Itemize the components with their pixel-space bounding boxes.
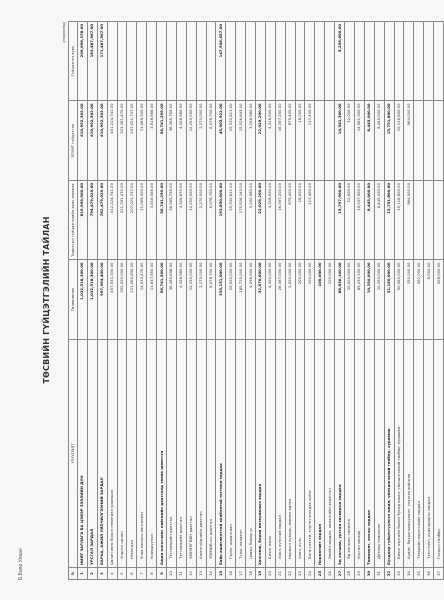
plan-value: 1,032,518,300.00: [78, 260, 88, 340]
row-number: 36: [424, 568, 434, 580]
table-row: [236, 22, 246, 580]
table-row: [335, 22, 345, 580]
column-header: №: [69, 568, 78, 580]
actual-value: 4,326,980.00: [176, 101, 186, 181]
percent-value: [394, 22, 404, 102]
table-row: [364, 22, 374, 580]
budget-table: [68, 21, 444, 580]
plan-value: 85,030,100.00: [354, 260, 364, 340]
row-label: Нормын хувцас, зөөлөн эдлэл: [285, 340, 295, 568]
row-label: Хоол, хүнс: [295, 340, 305, 568]
adjusted-value: 964,000.00: [404, 181, 414, 261]
plan-value: 14,032,470.00: [137, 260, 147, 340]
percent-value: [157, 22, 167, 102]
adjusted-value: 56,741,299.00: [157, 181, 167, 261]
plan-value: 508,000.00: [434, 260, 444, 340]
adjusted-value: 782,479,029.00: [97, 181, 107, 261]
actual-value: 25,330,811.00: [226, 101, 236, 181]
table-row: [97, 22, 107, 580]
row-label: Үндсэн цалин: [117, 340, 127, 568]
row-number: 13: [196, 568, 206, 580]
row-label: Ажилгүйдлийн даатгал: [196, 340, 206, 568]
row-number: 3: [97, 568, 107, 580]
row-label: Тэтгэвэрийн даатгал: [167, 340, 177, 568]
table-row: [345, 22, 355, 580]
actual-value: 207,021,737.00: [127, 101, 137, 181]
row-number: 21: [275, 568, 285, 580]
table-row: [404, 22, 414, 580]
adjusted-value: 321,391,470.00: [117, 181, 127, 261]
table-row: [354, 22, 364, 580]
adjusted-value: 19,037,900.00: [354, 181, 364, 261]
row-label: Тэтгэмжийн даатгал: [176, 340, 186, 568]
row-label: Тээврийн хэрэгслийн зардал: [414, 340, 424, 568]
row-label: Бичиг хэргийн болон бусад ажил, үйлчилгээний төлбөр, хураамж: [394, 340, 404, 568]
percent-value: [167, 22, 177, 102]
row-label: Томилолт, зочны зардал: [364, 340, 374, 568]
adjusted-value: [414, 181, 424, 261]
table-row: [414, 22, 424, 580]
row-number: 2: [87, 568, 97, 580]
table-row: [87, 22, 97, 580]
row-number: 29: [354, 568, 364, 580]
corner-label: Б.Баяр Улаан: [18, 548, 24, 580]
adjusted-value: 8,445,000.00: [364, 181, 374, 261]
row-number: 27: [335, 568, 345, 580]
plan-value: 88,836,100.00: [335, 260, 345, 340]
percent-value: [117, 22, 127, 102]
table-row: [315, 22, 325, 580]
column-header: Тодотгол гүйцэтгэлийн хувь хэмжээ: [69, 181, 78, 261]
percent-value: [246, 22, 256, 102]
table-row: [394, 22, 404, 580]
actual-value: 12,250,000.00: [186, 101, 196, 181]
percent-value: [295, 22, 305, 102]
plan-value: 200,000.00: [295, 260, 305, 340]
percent-value: [196, 22, 206, 102]
table-row: [137, 22, 147, 580]
adjusted-value: 11,069,300.00: [137, 181, 147, 261]
row-number: 4: [107, 568, 117, 580]
table-row: [167, 22, 177, 580]
percent-value: [404, 22, 414, 102]
table-row: [384, 22, 394, 580]
adjusted-value: [424, 181, 434, 261]
table-row: [265, 22, 275, 580]
actual-value: 875,400.00: [285, 101, 295, 181]
row-label: БАРАА, АЖИЛ ҮЙЛЧИЛГЭЭНИЙ ЗАРДАЛ: [97, 340, 107, 568]
actual-value: 16,397,200.00: [275, 101, 285, 181]
percent-value: [265, 22, 275, 102]
row-label: Цэвэр, бохир ус: [246, 340, 256, 568]
percent-value: [434, 22, 444, 102]
plan-value: 100,000.00: [315, 260, 325, 340]
plan-value: 12,250,000.00: [186, 260, 196, 340]
percent-value: [285, 22, 295, 102]
percent-value: [275, 22, 285, 102]
adjusted-value: 4,318,500.00: [265, 181, 275, 261]
row-number: 12: [186, 568, 196, 580]
adjusted-value: 875,400.00: [285, 181, 295, 261]
row-number: 15: [216, 568, 226, 580]
adjusted-value: [315, 181, 325, 261]
adjusted-value: 794,479,029.00: [87, 181, 97, 261]
actual-value: 2,270,000.00: [196, 101, 206, 181]
row-number: 8: [147, 568, 157, 580]
row-label: УРСГАЛ ЗАРДАЛ: [87, 340, 97, 568]
row-label: Хангамж, бараа материалын зардал: [256, 340, 266, 568]
adjusted-value: 12,000.00: [345, 181, 355, 261]
table-row: [374, 22, 384, 580]
table-row: [216, 22, 226, 580]
column-header: ЗГУМТ гүйцэтгэл: [69, 101, 78, 181]
row-label: ЭМНЭЛГИЙН даатгал: [186, 340, 196, 568]
table-row: [78, 22, 88, 580]
actual-value: 117,400.00: [305, 101, 315, 181]
plan-value: 11,657,850.00: [147, 260, 157, 340]
adjusted-value: 15,751,800.00: [384, 181, 394, 261]
table-row: [107, 22, 117, 580]
row-number: 34: [404, 568, 414, 580]
percent-value: [256, 22, 266, 102]
row-label: Гэрэл, цахилгаан: [226, 340, 236, 568]
percent-value: [186, 22, 196, 102]
adjusted-value: 193,850,600.00: [216, 181, 226, 261]
percent-value: [384, 22, 394, 102]
row-label: Нормативт зардал: [315, 340, 325, 568]
plan-value: 1,032,518,300.00: [87, 260, 97, 340]
actual-value: 451,224,741.00: [107, 101, 117, 181]
percent-value: [424, 22, 434, 102]
percent-value: 183,487,567.00: [87, 22, 97, 102]
table-row: [256, 22, 266, 580]
column-header: Төлөвлөгөө: [69, 260, 78, 340]
actual-value: [434, 101, 444, 181]
plan-value: 10,350,000.00: [364, 260, 374, 340]
percent-value: [305, 22, 315, 102]
adjusted-value: 16,397,200.00: [275, 181, 285, 261]
actual-value: 610,992,302.00: [97, 101, 107, 181]
plan-value: 2,270,000.00: [196, 260, 206, 340]
plan-value: 4,296,000.00: [246, 260, 256, 340]
plan-value: 457,551,300.00: [107, 260, 117, 340]
plan-value: 10,350,000.00: [374, 260, 384, 340]
row-number: 37: [434, 568, 444, 580]
adjusted-value: 22,029,200.00: [256, 181, 266, 261]
row-label: Аудит, баталгаажуулалт, үнэлгээ хийлгэх: [404, 340, 414, 568]
actual-value: 6,078,700.00: [206, 101, 216, 181]
row-number: 14: [206, 568, 216, 580]
adjusted-value: 8,445,000.00: [374, 181, 384, 261]
table-row: [117, 22, 127, 580]
row-number: 35: [414, 568, 424, 580]
row-number: 20: [265, 568, 275, 580]
actual-value: 18,000.00: [295, 101, 305, 181]
rotated-report: [18, 20, 441, 580]
plan-value: 957,994,400.00: [97, 260, 107, 340]
percent-value: 5,256,600.00: [335, 22, 345, 102]
adjusted-value: 175,526,143.00: [236, 181, 246, 261]
actual-value: 8,445,000.00: [374, 101, 384, 181]
row-label: Хоол, хүнсний зардал: [275, 340, 285, 568]
table-row: [434, 22, 444, 580]
row-label: Газрын төлбөр: [434, 340, 444, 568]
actual-value: 610,992,302.00: [78, 101, 88, 181]
row-number: 25: [315, 568, 325, 580]
plan-value: 100,000.00: [305, 260, 315, 340]
plan-value: 150,000.00: [404, 260, 414, 340]
plan-value: 211,060,830.00: [127, 260, 137, 340]
actual-value: 15,526,643.00: [236, 101, 246, 181]
percent-value: 209,098,378.00: [78, 22, 88, 102]
row-number: 31: [374, 568, 384, 580]
row-number: 23: [295, 568, 305, 580]
row-label: ҮОМШӨ-ны даатгал: [206, 340, 216, 568]
actual-value: 56,741,299.00: [157, 101, 167, 181]
plan-value: 185,725,000.00: [236, 260, 246, 340]
row-number: 26: [325, 568, 335, 580]
actual-value: 12,000.00: [345, 101, 355, 181]
row-label: Ажил олгогчоос нийгмийн даатгалд төлөх шимтгэл: [157, 340, 167, 568]
percent-value: [127, 22, 137, 102]
actual-value: 4,318,500.00: [265, 101, 275, 181]
actual-value: 3,156,980.00: [246, 101, 256, 181]
row-label: Эд хогшил, урсгал засварын зардал: [335, 340, 345, 568]
row-number: 1: [78, 568, 88, 580]
table-row: [157, 22, 167, 580]
plan-value: 6,078,700.00: [206, 260, 216, 340]
row-number: 32: [384, 568, 394, 580]
plan-value: 10,000,000.00: [345, 260, 355, 340]
row-label: Үзэсгэлэн, худалдааны зардал: [424, 340, 434, 568]
percent-value: [147, 22, 157, 102]
table-row: [196, 22, 206, 580]
row-label: Эмийн зардал, эмнэлгийн хэрэгсэл: [325, 340, 335, 568]
row-label: Нэмэгдэл: [127, 340, 137, 568]
actual-value: [315, 101, 325, 181]
percent-value: [226, 22, 236, 102]
table-row: [246, 22, 256, 580]
row-label: Урсгал засвар: [354, 340, 364, 568]
plan-value: 36,385,696.00: [167, 260, 177, 340]
adjusted-value: 19,797,900.00: [335, 181, 345, 261]
percent-value: [176, 22, 186, 102]
row-number: 30: [364, 568, 374, 580]
percent-value: [137, 22, 147, 102]
actual-value: 45,903,922.00: [216, 101, 226, 181]
table-row: [226, 22, 236, 580]
adjusted-value: [325, 181, 335, 261]
row-label: Бусдаар гүйцэтгүүлсэн ажил, үйлчилгээний төлбөр, хураамж: [384, 340, 394, 568]
table-body: [78, 22, 444, 580]
row-label: НИЙТ ЗАРЛАГА БА ЦЭВЭР ЗЭЭЛИЙН ДҮН: [78, 340, 88, 568]
table-row: [186, 22, 196, 580]
row-number: 19: [256, 568, 266, 580]
plan-value: 4,300,000.00: [265, 260, 275, 340]
actual-value: 610,992,302.00: [87, 101, 97, 181]
row-number: 11: [176, 568, 186, 580]
actual-value: [424, 101, 434, 181]
table-row: [147, 22, 157, 580]
adjusted-value: 3,818,568.00: [147, 181, 157, 261]
table-row: [275, 22, 285, 580]
table-row: [285, 22, 295, 580]
adjusted-value: 36,385,759.00: [167, 181, 177, 261]
row-label: Дотоод томилолт: [374, 340, 384, 568]
percent-value: [364, 22, 374, 102]
percent-value: [325, 22, 335, 102]
actual-value: 321,391,470.00: [117, 101, 127, 181]
percent-value: [354, 22, 364, 102]
adjusted-value: 15,116,800.00: [394, 181, 404, 261]
adjusted-value: 412,224,741.00: [107, 181, 117, 261]
adjusted-value: [434, 181, 444, 261]
table-row: [176, 22, 186, 580]
adjusted-value: 117,400.00: [305, 181, 315, 261]
adjusted-value: 12,250,000.00: [186, 181, 196, 261]
percent-value: [414, 22, 424, 102]
actual-value: 36,385,759.00: [167, 101, 177, 181]
percent-value: 147,946,457.00: [216, 22, 226, 102]
unit-note: (төгрөгөөр): [62, 22, 66, 43]
row-label: Бичиг хэрэг: [265, 340, 275, 568]
actual-value: 14,541,300.00: [335, 101, 345, 181]
adjusted-value: 25,330,811.00: [226, 181, 236, 261]
actual-value: 15,751,800.00: [384, 101, 394, 181]
plan-value: 100,000.00: [325, 260, 335, 340]
row-label: Түлш, халаалт: [236, 340, 246, 568]
plan-value: 25,500,000.00: [226, 260, 236, 340]
actual-value: [325, 101, 335, 181]
row-number: 9: [157, 568, 167, 580]
adjusted-value: 819,999,900.00: [78, 181, 88, 261]
plan-value: 335,151,000.00: [216, 260, 226, 340]
table-row: [206, 22, 216, 580]
adjusted-value: 6,078,700.00: [206, 181, 216, 261]
actual-value: [414, 101, 424, 181]
plan-value: 26,387,000.00: [275, 260, 285, 340]
actual-value: 8,445,000.00: [364, 101, 374, 181]
row-label: Унаа хоолны хөнгөлөлт: [137, 340, 147, 568]
row-number: 10: [167, 568, 177, 580]
plan-value: 4,326,980.00: [176, 260, 186, 340]
column-header: ҮЗҮҮЛЭЛТ: [69, 340, 78, 568]
percent-value: [107, 22, 117, 102]
row-number: 22: [285, 568, 295, 580]
actual-value: 14,581,300.00: [354, 101, 364, 181]
column-header: Гүйцэтгэл хувь: [69, 22, 78, 102]
actual-value: 3,818,568.00: [147, 101, 157, 181]
adjusted-value: 18,000.00: [295, 181, 305, 261]
row-number: 17: [236, 568, 246, 580]
table-row: [305, 22, 315, 580]
percent-value: [206, 22, 216, 102]
actual-value: 22,029,200.00: [256, 101, 266, 181]
plan-value: 352,000.00: [414, 260, 424, 340]
row-label: Эд хогшил, тавилга: [345, 340, 355, 568]
percent-value: [345, 22, 355, 102]
row-number: 5: [117, 568, 127, 580]
table-row: [295, 22, 305, 580]
adjusted-value: 2,270,000.00: [196, 181, 206, 261]
percent-value: [315, 22, 325, 102]
percent-value: [374, 22, 384, 102]
percent-value: 171,487,567.00: [97, 22, 107, 102]
actual-value: 964,000.00: [404, 101, 414, 181]
row-number: 24: [305, 568, 315, 580]
plan-value: 8,000.00: [424, 260, 434, 340]
row-number: 6: [127, 568, 137, 580]
row-label: Бага үнэтэй, түргэн элэгдэх зүйлс: [305, 340, 315, 568]
table-row: [325, 22, 335, 580]
plan-value: 56,741,500.00: [157, 260, 167, 340]
plan-value: 2,000,000.00: [285, 260, 295, 340]
actual-value: 15,116,800.00: [394, 101, 404, 181]
adjusted-value: 4,326,870.00: [176, 181, 186, 261]
table-header-row: [69, 22, 78, 580]
plan-value: 51,160,000.00: [384, 260, 394, 340]
row-number: 33: [394, 568, 404, 580]
table-row: [127, 22, 137, 580]
actual-value: 11,069,300.00: [137, 101, 147, 181]
adjusted-value: 207,021,737.00: [127, 181, 137, 261]
document-title: ТӨСВИЙН ГҮЙЦЭТГЭЛИЙН ТАЙЛАН: [42, 216, 51, 384]
row-number: 28: [345, 568, 355, 580]
row-label: Цалин хөлс болон нэмэгдэл урамшил: [107, 340, 117, 568]
plan-value: 352,000,000.00: [117, 260, 127, 340]
row-number: 16: [226, 568, 236, 580]
percent-value: [236, 22, 246, 102]
plan-value: 32,670,000.00: [256, 260, 266, 340]
table-row: [424, 22, 434, 580]
row-label: Урамшуулал: [147, 340, 157, 568]
row-number: 7: [137, 568, 147, 580]
row-label: Байр ашиглалттай холбоотой тогтмол зардал: [216, 340, 226, 568]
row-number: 18: [246, 568, 256, 580]
adjusted-value: 3,200,980.00: [246, 181, 256, 261]
plan-value: 50,060,000.00: [394, 260, 404, 340]
